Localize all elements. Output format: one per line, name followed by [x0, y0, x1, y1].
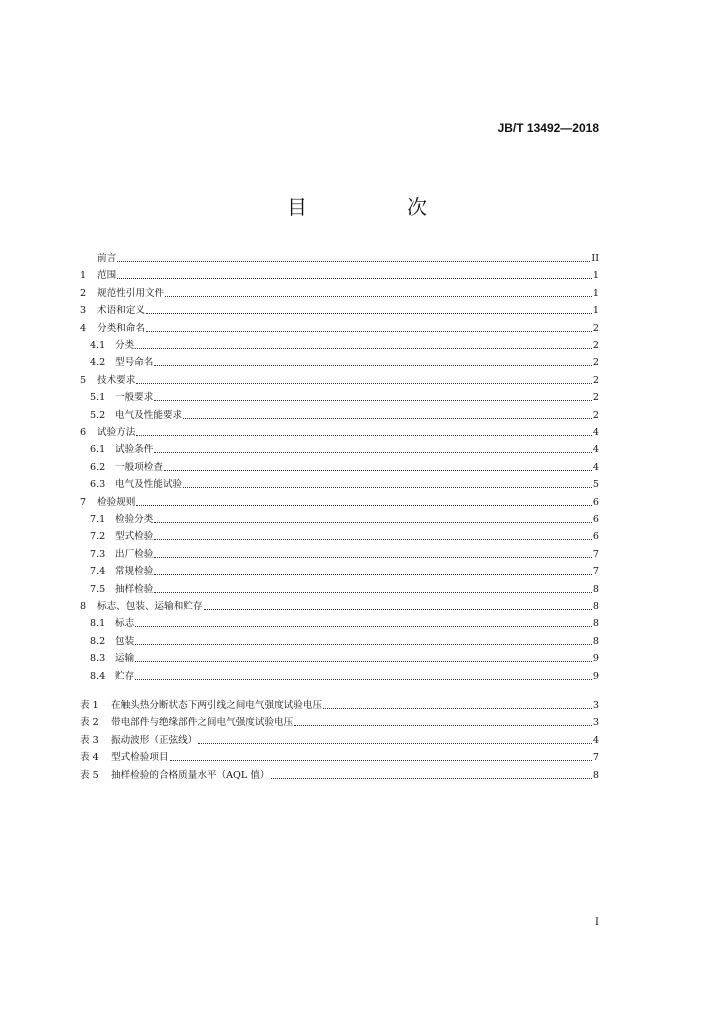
entry-number: 6.2 — [90, 461, 106, 473]
entry-page: 1 — [592, 270, 599, 282]
dot-leader — [154, 573, 592, 575]
dot-leader — [154, 399, 592, 401]
entry-title: 型式检验 — [115, 531, 154, 543]
entry-title: 标志 — [115, 618, 135, 630]
dot-leader — [271, 777, 592, 779]
entry-page: 7 — [592, 752, 599, 764]
dot-leader — [136, 504, 592, 506]
entry-title: 试验方法 — [97, 427, 136, 438]
entry-page: 2 — [592, 409, 599, 421]
entry-page: 8 — [592, 583, 599, 595]
dot-leader — [154, 556, 592, 558]
dot-leader — [323, 707, 592, 709]
entry-title: 前言 — [97, 253, 117, 264]
toc-entry[interactable] — [80, 265, 599, 282]
dot-leader — [154, 538, 592, 540]
entry-page: 4 — [592, 734, 599, 746]
toc-entry[interactable] — [80, 422, 599, 439]
entry-page: 5 — [592, 479, 599, 491]
table-entry[interactable] — [80, 730, 599, 747]
entry-number: 4.1 — [90, 340, 106, 351]
toc-entry[interactable] — [80, 370, 599, 387]
entry-number: 2 — [80, 287, 87, 299]
entry-page: 1 — [592, 305, 599, 317]
toc-entry[interactable] — [90, 648, 599, 665]
standard-number: JB/T 13492—2018 — [497, 121, 599, 135]
toc-entry[interactable] — [90, 457, 599, 474]
entry-number: 8.3 — [90, 653, 106, 665]
entry-number: 6.1 — [90, 444, 106, 456]
entry-title: 运输 — [115, 653, 135, 665]
dot-leader — [135, 347, 592, 349]
toc-entry[interactable] — [90, 335, 599, 352]
entry-page: 2 — [592, 340, 599, 351]
dot-leader — [164, 469, 592, 471]
entry-title: 检验分类 — [115, 514, 154, 525]
entry-number: 7.4 — [90, 566, 106, 578]
entry-number: 表 1 — [80, 700, 99, 711]
entry-page: 8 — [592, 601, 599, 612]
entry-page: 7 — [592, 566, 599, 578]
entry-title: 技术要求 — [97, 374, 136, 386]
toc-entry[interactable] — [80, 248, 599, 265]
entry-number: 8.4 — [90, 670, 106, 682]
entry-page: 7 — [592, 548, 599, 560]
entry-page: 4 — [592, 461, 599, 473]
dot-leader — [183, 417, 592, 419]
dot-leader — [146, 312, 592, 314]
toc-entry[interactable] — [90, 666, 599, 683]
entry-title: 带电部件与绝缘部件之间电气强度试验电压 — [111, 717, 294, 729]
entry-number: 8 — [80, 601, 87, 612]
entry-title: 在触头热分断状态下两引线之间电气强度试验电压 — [111, 700, 323, 711]
entry-title: 分类和命名 — [97, 322, 145, 334]
entry-title: 标志、包装、运输和贮存 — [97, 601, 203, 612]
entry-title: 术语和定义 — [97, 305, 145, 317]
entry-title: 常规检验 — [115, 566, 154, 578]
toc-entry[interactable] — [80, 283, 599, 300]
toc-entry[interactable] — [80, 596, 599, 613]
toc-entry[interactable] — [90, 561, 599, 578]
entry-number: 3 — [80, 305, 87, 317]
entry-number: 4 — [80, 322, 87, 334]
entry-title: 试验条件 — [115, 444, 154, 456]
entry-title: 检验规则 — [97, 496, 136, 508]
entry-page: 9 — [592, 670, 599, 682]
entry-number: 5.1 — [90, 392, 106, 404]
dot-leader — [154, 364, 592, 366]
page-title: 目 次 — [287, 195, 467, 219]
entry-page: 6 — [592, 496, 599, 508]
dot-leader — [136, 382, 592, 384]
dot-leader — [146, 330, 592, 332]
entry-number: 6 — [80, 427, 87, 438]
table-entry[interactable] — [80, 747, 599, 764]
dot-leader — [135, 678, 592, 680]
entry-page: 2 — [592, 322, 599, 334]
entry-title: 一般项检查 — [115, 461, 163, 473]
toc-entry[interactable] — [90, 526, 599, 543]
entry-title: 电气及性能要求 — [115, 409, 183, 421]
dot-leader — [135, 625, 592, 627]
entry-page: 3 — [592, 717, 599, 729]
entry-title: 分类 — [115, 340, 135, 351]
entry-number: 5 — [80, 374, 87, 386]
toc-entry[interactable] — [90, 509, 599, 526]
entry-title: 包装 — [115, 635, 135, 647]
entry-page: 9 — [592, 653, 599, 665]
entry-page: 8 — [592, 635, 599, 647]
entry-title: 型号命名 — [115, 357, 154, 369]
toc-entry[interactable] — [90, 405, 599, 422]
entry-page: 8 — [592, 618, 599, 630]
table-entry[interactable] — [80, 712, 599, 729]
toc-entry[interactable] — [90, 439, 599, 456]
entry-number: 表 3 — [80, 734, 99, 746]
entry-number: 6.3 — [90, 479, 106, 491]
dot-leader — [135, 660, 592, 662]
page-number: I — [595, 917, 599, 928]
entry-page: 1 — [592, 287, 599, 299]
entry-page: 3 — [592, 700, 599, 711]
entry-title: 型式检验项目 — [111, 752, 169, 764]
entry-title: 一般要求 — [115, 392, 154, 404]
entry-number: 7.2 — [90, 531, 106, 543]
entry-number: 5.2 — [90, 409, 106, 421]
entry-number: 7 — [80, 496, 87, 508]
entry-page: 6 — [592, 514, 599, 525]
entry-title: 振动波形（正弦线） — [111, 734, 198, 746]
entry-number: 8.1 — [90, 618, 106, 630]
toc-entry[interactable] — [80, 492, 599, 509]
entry-title: 出厂检验 — [115, 548, 154, 560]
entry-title: 贮存 — [115, 670, 135, 682]
dot-leader — [117, 277, 592, 279]
entry-page: 2 — [592, 374, 599, 386]
dot-leader — [154, 591, 592, 593]
toc-entry[interactable] — [90, 352, 599, 369]
entry-number: 7.3 — [90, 548, 106, 560]
entry-page: 4 — [592, 427, 599, 438]
entry-page: 6 — [592, 531, 599, 543]
toc-entry[interactable] — [80, 318, 599, 335]
entry-title: 规范性引用文件 — [97, 287, 165, 299]
entry-page: 2 — [592, 357, 599, 369]
entry-title: 抽样检验 — [115, 583, 154, 595]
dot-leader — [204, 608, 592, 610]
entry-number: 4.2 — [90, 357, 106, 369]
entry-number: 表 4 — [80, 752, 99, 764]
toc-entry[interactable] — [80, 300, 599, 317]
dot-leader — [294, 724, 592, 726]
toc-entry[interactable] — [90, 613, 599, 630]
dot-leader — [170, 759, 592, 761]
table-entry[interactable] — [80, 695, 599, 712]
dot-leader — [154, 451, 592, 453]
toc-entry[interactable] — [90, 544, 599, 561]
entry-number: 表 2 — [80, 717, 99, 729]
entry-title: 范围 — [97, 270, 117, 282]
entry-number: 8.2 — [90, 635, 106, 647]
dot-leader — [183, 486, 592, 488]
entry-title: 电气及性能试验 — [115, 479, 183, 491]
dot-leader — [165, 295, 592, 297]
entry-page: 4 — [592, 444, 599, 456]
dot-leader — [117, 260, 590, 262]
entry-number: 1 — [80, 270, 87, 282]
entry-title: 抽样检验的合格质量水平（AQL 值） — [111, 769, 270, 781]
entry-number: 7.5 — [90, 583, 106, 595]
toc-entry[interactable] — [90, 387, 599, 404]
entry-page: 2 — [592, 392, 599, 404]
table-entry[interactable] — [80, 765, 599, 782]
entry-page: II — [591, 253, 599, 264]
entry-number: 7.1 — [90, 514, 106, 525]
toc-entry[interactable] — [90, 631, 599, 648]
entry-number: 表 5 — [80, 769, 99, 781]
dot-leader — [135, 643, 592, 645]
dot-leader — [198, 742, 592, 744]
toc-entry[interactable] — [90, 474, 599, 491]
dot-leader — [136, 434, 592, 436]
dot-leader — [154, 521, 592, 523]
toc-entry[interactable] — [90, 579, 599, 596]
entry-page: 8 — [592, 769, 599, 781]
